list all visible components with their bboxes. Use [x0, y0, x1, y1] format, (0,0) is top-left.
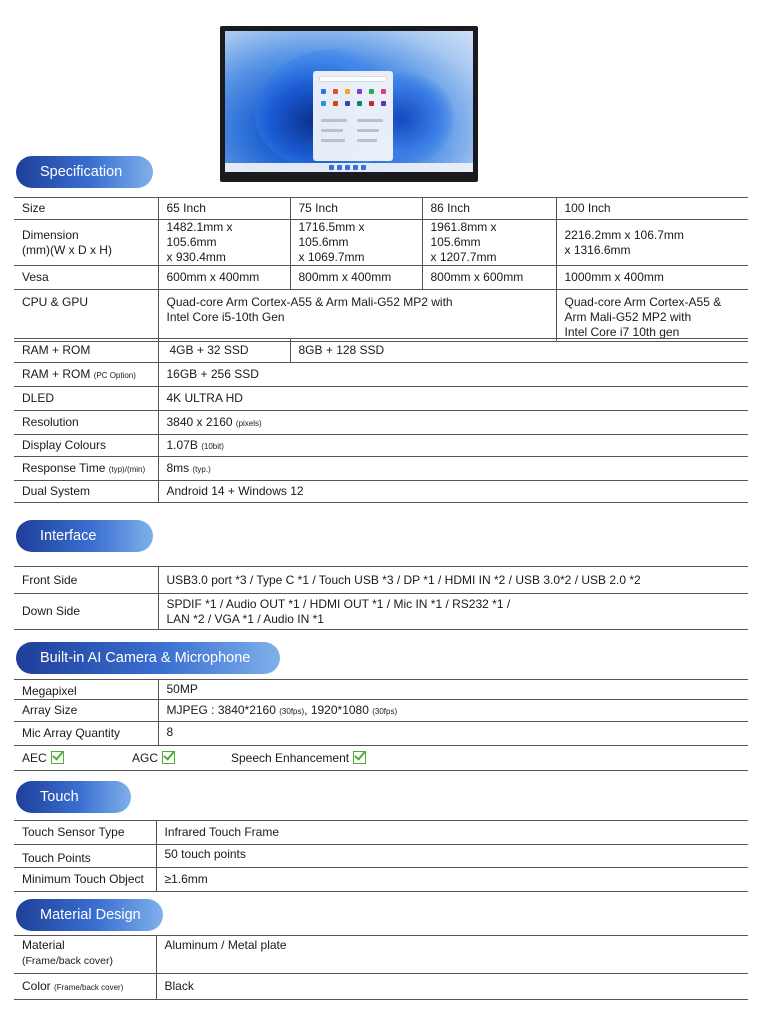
table-row: [14, 700, 748, 722]
camera-table: [14, 679, 748, 771]
material-table: [14, 935, 748, 1000]
spec-value: 16GB + 256 SSD: [158, 363, 748, 387]
table-row: [14, 266, 748, 290]
table-row: [14, 974, 748, 1000]
table-row: [14, 220, 748, 266]
spec-value: 4K ULTRA HD: [158, 387, 748, 411]
spec-value: 800mm x 400mm: [290, 266, 422, 290]
table-row: [14, 845, 748, 868]
spec-label: Vesa: [14, 266, 158, 290]
touch-table: [14, 820, 748, 892]
start-search-bar: [319, 76, 387, 82]
camera-label: Mic Array Quantity: [14, 722, 158, 746]
specification-table-lower: [14, 338, 748, 503]
camera-features: [14, 746, 748, 771]
spec-label: CPU & GPU: [14, 290, 158, 342]
interface-table: [14, 566, 748, 630]
camera-value: 50MP: [158, 680, 748, 700]
spec-label: Size: [14, 198, 158, 220]
feature-speech-enhancement: Speech Enhancement: [231, 751, 366, 766]
spec-value: 1000mm x 400mm: [556, 266, 748, 290]
touch-label: Touch Points: [14, 845, 156, 868]
spec-value: 8GB + 128 SSD: [290, 339, 748, 363]
touch-label: Minimum Touch Object: [14, 868, 156, 892]
spec-value: 1.07B (10bit): [158, 435, 748, 457]
spec-value: 8ms (typ.): [158, 457, 748, 481]
material-label: Material (Frame/back cover): [14, 936, 156, 974]
spec-label: Display Colours: [14, 435, 158, 457]
spec-value: 4GB + 32 SSD: [158, 339, 290, 363]
table-row: [14, 594, 748, 630]
table-row: [14, 363, 748, 387]
start-menu: [313, 71, 393, 161]
table-row: [14, 821, 748, 845]
spec-label: RAM + ROM (PC Option): [14, 363, 158, 387]
spec-label: Response Time (typ)/(min): [14, 457, 158, 481]
spec-label: Dual System: [14, 481, 158, 503]
spec-value: 600mm x 400mm: [158, 266, 290, 290]
table-row: [14, 290, 748, 342]
section-title-touch: Touch: [16, 781, 131, 813]
table-row: [14, 567, 748, 594]
touch-value: ≥1.6mm: [156, 868, 748, 892]
spec-value: Quad-core Arm Cortex-A55 & Arm Mali-G52 MP2 with Intel Core i7 10th gen: [556, 290, 748, 342]
touch-label: Touch Sensor Type: [14, 821, 156, 845]
section-title-camera: Built-in AI Camera & Microphone: [16, 642, 280, 674]
display-screen: [225, 31, 473, 172]
spec-value: 2216.2mm x 106.7mm x 1316.6mm: [556, 220, 748, 266]
feature-agc: AGC: [132, 751, 175, 766]
specification-table: [14, 197, 748, 342]
table-row: [14, 746, 748, 771]
touch-value: Infrared Touch Frame: [156, 821, 748, 845]
spec-value: 800mm x 600mm: [422, 266, 556, 290]
camera-label: Array Size: [14, 700, 158, 722]
interface-value: SPDIF *1 / Audio OUT *1 / HDMI OUT *1 / Mic IN *1 / RS232 *1 / LAN *2 / VGA *1 / Audio IN *1: [158, 594, 748, 630]
camera-value: 8: [158, 722, 748, 746]
section-title-material: Material Design: [16, 899, 163, 931]
table-row: [14, 435, 748, 457]
table-row: [14, 457, 748, 481]
spec-label: DLED: [14, 387, 158, 411]
table-row: [14, 387, 748, 411]
checkbox-checked-icon: [51, 751, 64, 764]
touch-value: 50 touch points: [156, 845, 748, 868]
spec-label: RAM + ROM: [14, 339, 158, 363]
checkbox-checked-icon: [162, 751, 175, 764]
spec-value: 75 Inch: [290, 198, 422, 220]
material-label: Color (Frame/back cover): [14, 974, 156, 1000]
section-title-interface: Interface: [16, 520, 153, 552]
camera-label: Megapixel: [14, 680, 158, 700]
table-row: [14, 722, 748, 746]
spec-value: 1961.8mm x 105.6mm x 1207.7mm: [422, 220, 556, 266]
spec-value: 100 Inch: [556, 198, 748, 220]
table-row: [14, 868, 748, 892]
spec-value: 65 Inch: [158, 198, 290, 220]
spec-value: Android 14 + Windows 12: [158, 481, 748, 503]
taskbar: [225, 163, 473, 172]
spec-value: 3840 x 2160 (pixels): [158, 411, 748, 435]
table-row: [14, 680, 748, 700]
section-title-specification: Specification: [16, 156, 153, 188]
table-row: [14, 411, 748, 435]
interface-value: USB3.0 port *3 / Type C *1 / Touch USB *3 / DP *1 / HDMI IN *2 / USB 3.0*2 / USB 2.0 *2: [158, 567, 748, 594]
table-row: [14, 481, 748, 503]
spec-value: Quad-core Arm Cortex-A55 & Arm Mali-G52 MP2 with Intel Core i5-10th Gen: [158, 290, 556, 342]
product-image: [220, 26, 478, 182]
table-row: [14, 936, 748, 974]
spec-value: 1716.5mm x 105.6mm x 1069.7mm: [290, 220, 422, 266]
material-value: Black: [156, 974, 748, 1000]
table-row: [14, 198, 748, 220]
spec-label: Resolution: [14, 411, 158, 435]
material-value: Aluminum / Metal plate: [156, 936, 748, 974]
spec-label: Dimension (mm)(W x D x H): [14, 220, 158, 266]
camera-value: MJPEG : 3840*2160 (30fps), 1920*1080 (30fps): [158, 700, 748, 722]
interface-label: Front Side: [14, 567, 158, 594]
checkbox-checked-icon: [353, 751, 366, 764]
table-row: [14, 339, 748, 363]
spec-value: 86 Inch: [422, 198, 556, 220]
interface-label: Down Side: [14, 594, 158, 630]
spec-value: 1482.1mm x 105.6mm x 930.4mm: [158, 220, 290, 266]
feature-aec: AEC: [22, 751, 64, 766]
